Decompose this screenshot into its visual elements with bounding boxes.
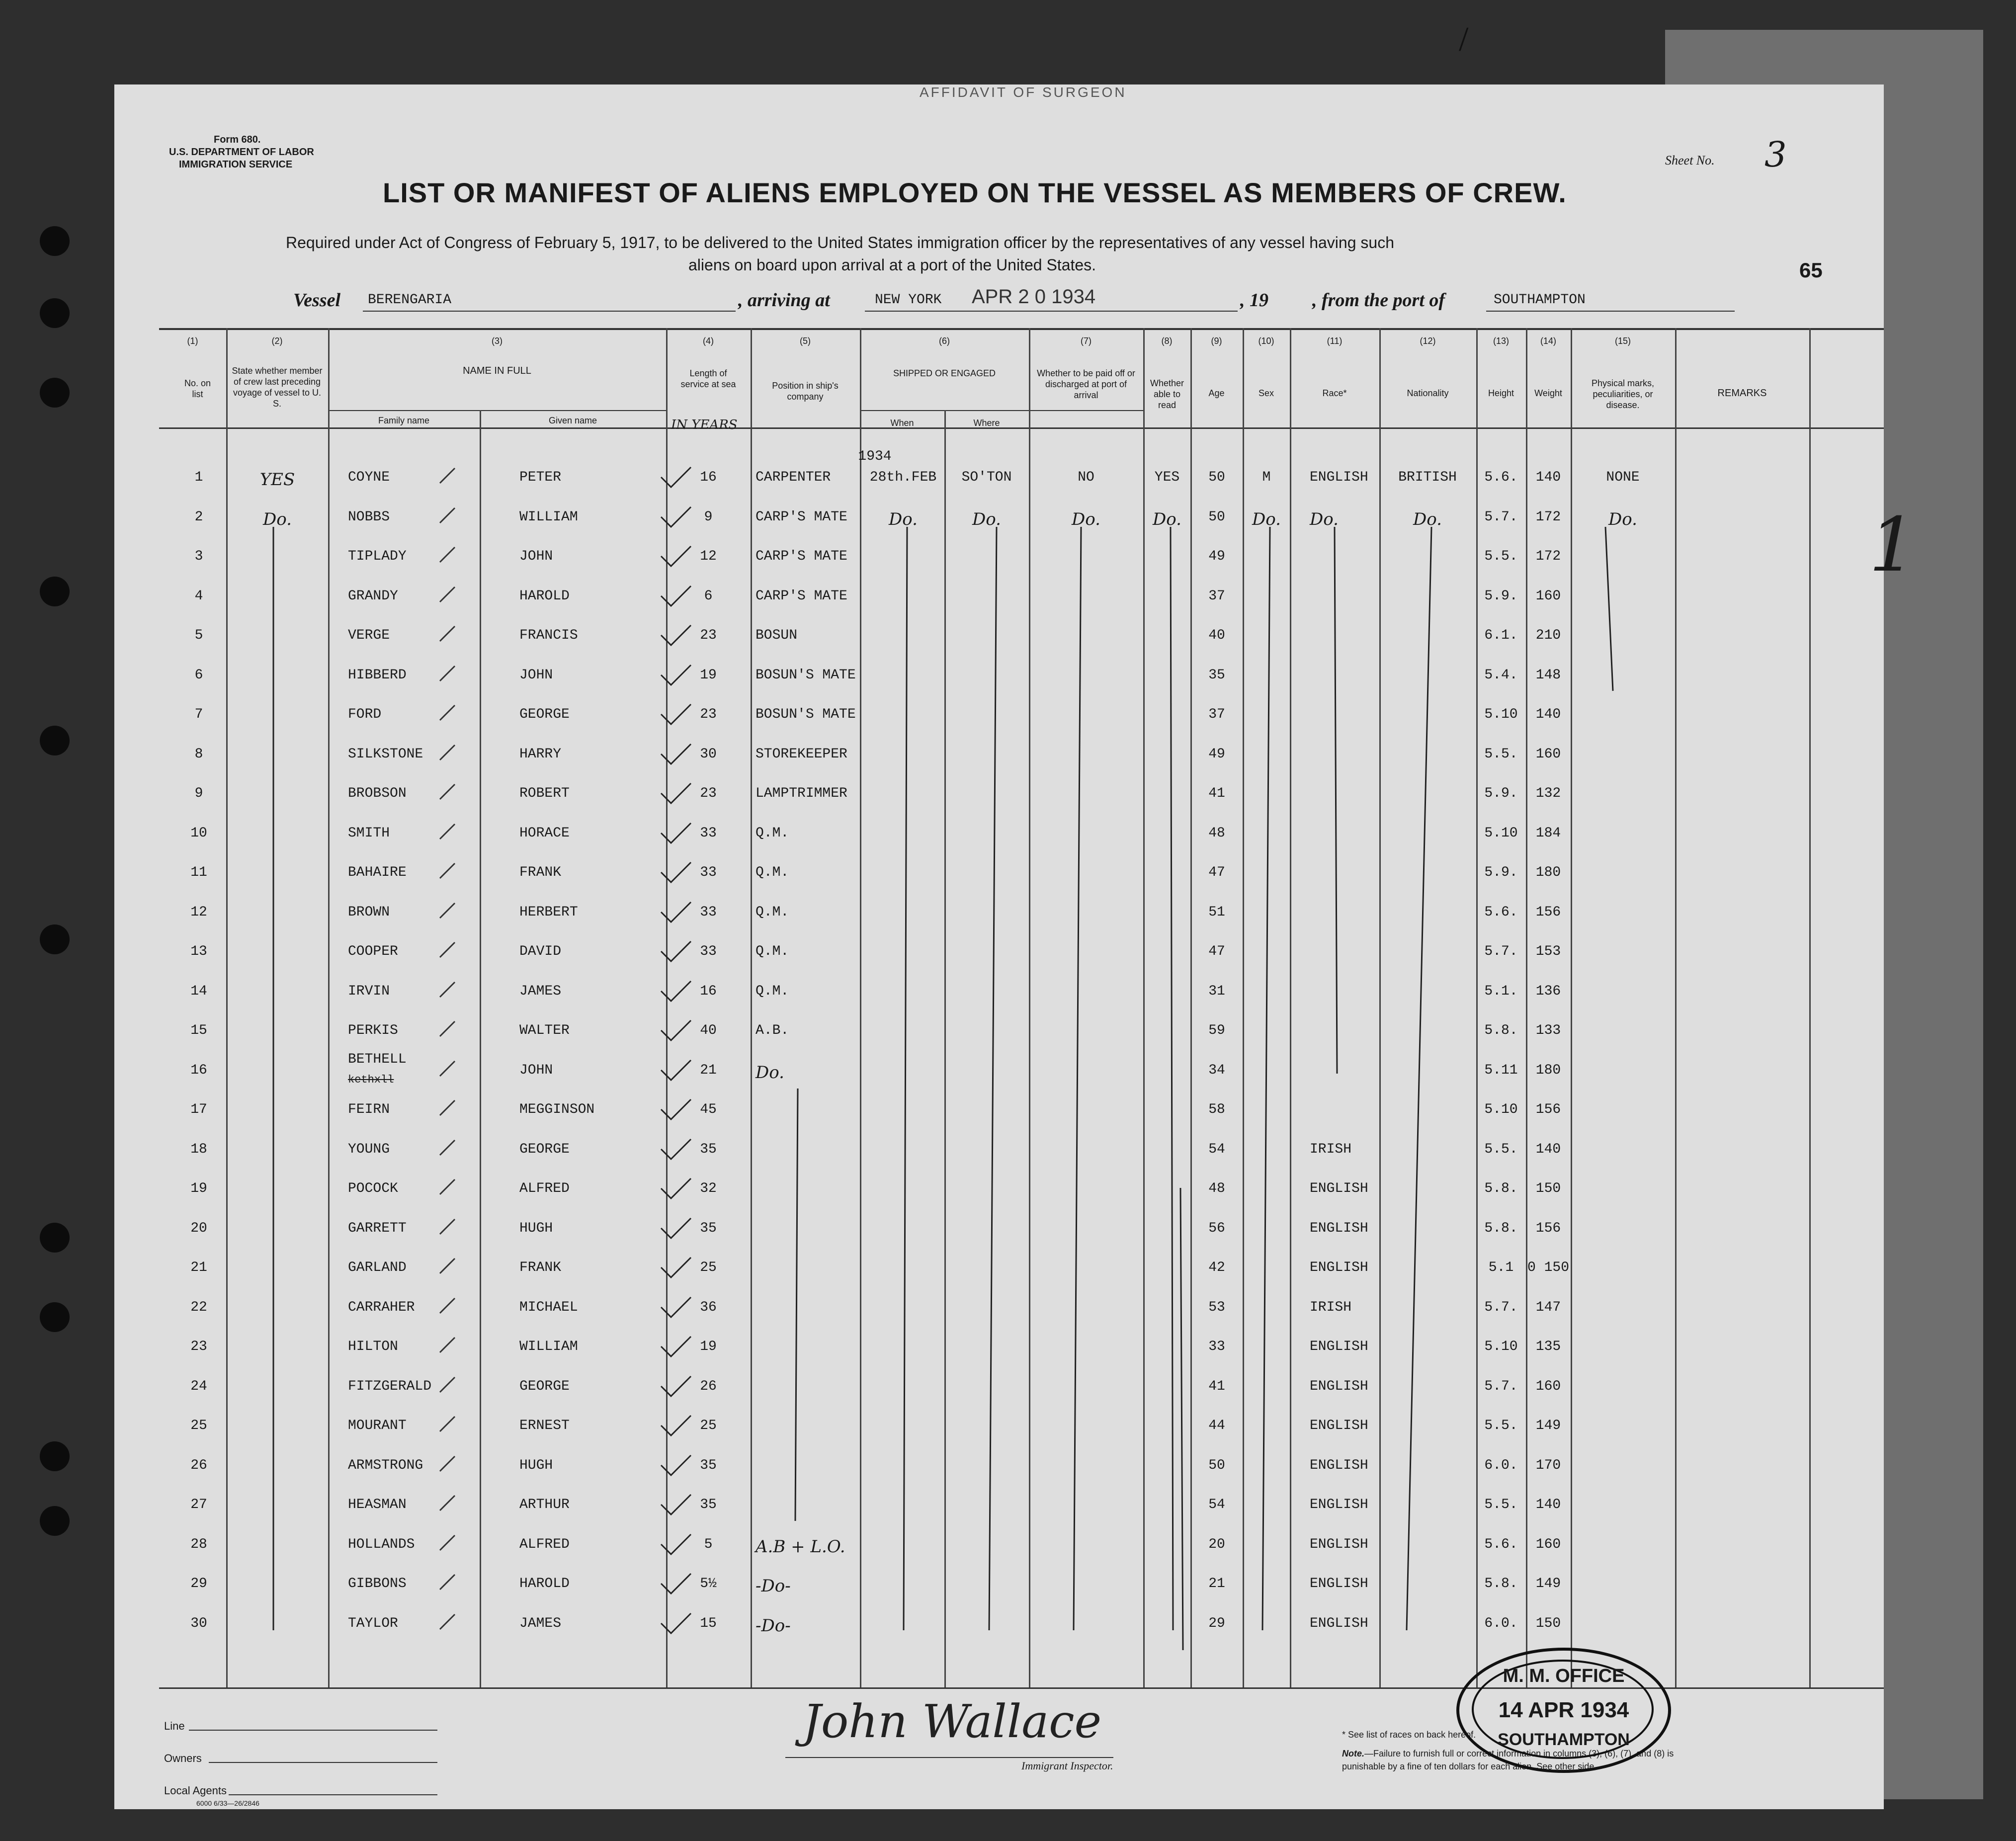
given-name: FRANK	[519, 865, 562, 880]
given-name: ERNEST	[519, 1418, 570, 1433]
given-name: GEORGE	[519, 707, 570, 722]
given-name: WALTER	[519, 1023, 570, 1038]
height: 5.6.	[1484, 904, 1518, 920]
able-to-read: Do.	[1153, 509, 1181, 529]
row-number: 10	[190, 825, 207, 841]
row-number: 1	[194, 470, 203, 485]
race: ENGLISH	[1310, 1220, 1368, 1236]
arriving-port: NEW YORK	[875, 292, 942, 308]
height: 5.8.	[1484, 1023, 1518, 1038]
height: 5.9.	[1484, 865, 1518, 880]
margin-mark: 1	[1869, 502, 1917, 588]
weight: 140	[1535, 1497, 1561, 1512]
age: 44	[1208, 1418, 1225, 1433]
sheet-number: 3	[1764, 134, 1787, 175]
service-years: 23	[700, 707, 717, 722]
height: 5.5.	[1484, 549, 1518, 564]
given-name: JAMES	[519, 1615, 562, 1631]
row-number: 14	[190, 983, 207, 999]
row-number: 25	[190, 1418, 207, 1433]
line-label: Line	[164, 1720, 185, 1732]
height: 5.9.	[1484, 786, 1518, 801]
race: ENGLISH	[1310, 1457, 1368, 1473]
given-name: ROBERT	[519, 786, 570, 801]
family-name: IRVIN	[348, 983, 390, 999]
family-name: BROBSON	[348, 786, 407, 801]
shipped-when: Do.	[889, 509, 918, 529]
inspector-label: Immigrant Inspector.	[1021, 1759, 1113, 1772]
row-number: 3	[194, 549, 203, 564]
service-years: 32	[700, 1181, 717, 1196]
race: ENGLISH	[1310, 1260, 1368, 1275]
age: 56	[1208, 1220, 1225, 1236]
position: -Do-	[756, 1615, 791, 1636]
row-number: 19	[190, 1181, 207, 1196]
height: 5.11	[1484, 1062, 1518, 1078]
age: 31	[1208, 983, 1225, 999]
age: 50	[1208, 509, 1225, 525]
family-name: GRANDY	[348, 588, 398, 604]
weight: 0 150	[1527, 1260, 1569, 1275]
position: Q.M.	[756, 944, 789, 959]
family-name: PERKIS	[348, 1023, 398, 1038]
row-number: 2	[194, 509, 203, 525]
top-right-mark: /	[1459, 20, 1469, 59]
race: ENGLISH	[1310, 1378, 1368, 1394]
service-years: 26	[700, 1378, 717, 1394]
weight: 160	[1535, 1378, 1561, 1394]
department: U.S. DEPARTMENT OF LABOR	[169, 147, 314, 158]
given-name: WILLIAM	[519, 1339, 578, 1354]
height: 5.8.	[1484, 1220, 1518, 1236]
race: ENGLISH	[1310, 1181, 1368, 1196]
age: 48	[1208, 1181, 1225, 1196]
sex: Do.	[1252, 509, 1281, 529]
height: 5.7.	[1484, 509, 1518, 525]
weight: 156	[1535, 904, 1561, 920]
service-years: 30	[700, 746, 717, 762]
given-name: JOHN	[519, 667, 553, 683]
shipped-where: SO'TON	[961, 470, 1012, 485]
arrival-date-stamp: APR 2 0 1934	[972, 286, 1096, 308]
from-label: , from the port of	[1312, 290, 1445, 311]
height: 5.7.	[1484, 944, 1518, 959]
given-name: HUGH	[519, 1457, 553, 1473]
given-name: HORACE	[519, 825, 570, 841]
race: ENGLISH	[1310, 1536, 1368, 1552]
service-years: 12	[700, 549, 717, 564]
stamp-date: 14 APR 1934	[1498, 1698, 1629, 1722]
service-years: 35	[700, 1220, 717, 1236]
age: 37	[1208, 707, 1225, 722]
age: 21	[1208, 1576, 1225, 1591]
age: 35	[1208, 667, 1225, 683]
height: 5.10	[1484, 1102, 1518, 1117]
weight: 136	[1535, 983, 1561, 999]
race: ENGLISH	[1310, 470, 1368, 485]
year-label: , 19	[1240, 290, 1268, 311]
race: ENGLISH	[1310, 1615, 1368, 1631]
family-name: GARRETT	[348, 1220, 407, 1236]
service-years: 35	[700, 1457, 717, 1473]
weight: 210	[1535, 628, 1561, 643]
note-text: —Failure to furnish full or correct information in columns (3), (6), (7), and (8) is punishable by a fine of ten dollars for each alien. See other side.	[1342, 1749, 1674, 1771]
position: BOSUN'S MATE	[756, 707, 856, 722]
given-name: DAVID	[519, 944, 562, 959]
nationality: BRITISH	[1398, 470, 1457, 485]
family-name: HIBBERD	[348, 667, 407, 683]
given-name: WILLIAM	[519, 509, 578, 525]
weight: 153	[1535, 944, 1561, 959]
age: 54	[1208, 1141, 1225, 1157]
height: 5.6.	[1484, 470, 1518, 485]
family-name: FEIRN	[348, 1102, 390, 1117]
print-code: 6000 6/33—26/2846	[196, 1799, 259, 1807]
height: 5.8.	[1484, 1576, 1518, 1591]
position: CARP'S MATE	[756, 509, 847, 525]
given-name: GEORGE	[519, 1378, 570, 1394]
service-years: 35	[700, 1497, 717, 1512]
height: 6.1.	[1484, 628, 1518, 643]
agents-label: Local Agents	[164, 1784, 227, 1797]
position: CARP'S MATE	[756, 549, 847, 564]
family-name: GIBBONS	[348, 1576, 407, 1591]
weight: 150	[1535, 1615, 1561, 1631]
row-number: 7	[194, 707, 203, 722]
row-number: 15	[190, 1023, 207, 1038]
row-number: 22	[190, 1299, 207, 1315]
family-name: POCOCK	[348, 1181, 398, 1196]
service-years: 15	[700, 1615, 717, 1631]
age: 33	[1208, 1339, 1225, 1354]
service-years: 25	[700, 1418, 717, 1433]
height: 5.10	[1484, 1339, 1518, 1354]
row-number: 20	[190, 1220, 207, 1236]
page-title: LIST OR MANIFEST OF ALIENS EMPLOYED ON THE VESSEL AS MEMBERS OF CREW.	[383, 177, 1567, 208]
weight: 140	[1535, 707, 1561, 722]
service-years: 21	[700, 1062, 717, 1078]
from-port: SOUTHAMPTON	[1494, 292, 1586, 308]
race-note: * See list of races on back hereof.	[1342, 1730, 1476, 1740]
family-name: VERGE	[348, 628, 390, 643]
family-name: HILTON	[348, 1339, 398, 1354]
manifest-page: AFFIDAVIT OF SURGEON Form 680. U.S. DEPARTMENT OF LABOR IMMIGRATION SERVICE LIST OR MANIFEST OF ALIENS EMPLOYED ON THE VESSEL AS MEMBERS OF CREW. Required under Act of Congress of February 5, 1917, to be delivered to the United States immigration officer by the representatives of any vessel having such aliens on board upon arrival at a port of the United States. Sheet No. 3 65 Vessel BERENGARIA , arriving at NEW YORK APR 2 0 1934 , 19 , from the port of SOUTHAMPTON (1) No. on list (2) State whether member of crew last preceding voyage of vessel to U. S. (3) NAME IN FULL Family name Given name (4) Length of service at sea IN YEARS (5) Position in ship's company (6) SHIPPED OR ENGAGED When Where (7) Whether to be paid off or discharged at port of arrival (8) Whether able to read (9) Age (10) Sex (11) Race* (12) Nationality (13) Height (14) Weight (15) Physical marks, peculiarities, or disease. REMARKS 1 YES COYNE PETER 16 CARPENTER 28th.FEB SO'TON NO YES 50 M ENGLISH BRITISH 5.6. 140 NONE 1934 2 Do. NOBBS WILLIAM 9 CARP'S MATE Do. Do. Do. Do. 50 Do. Do. Do. 5.7. 172 Do. 3 TIPLADY JOHN 12 CARP'S MATE 49 5.5. 172 4 GRANDY HAROLD 6 CARP'S MATE 37 5.9. 160 5 VERGE FRANCIS 23 BOSUN 40 6.1. 210 6 HIBBERD JOHN 19 BOSUN'S MATE 35 5.4. 148 7 FORD GEORGE 23 BOSUN'S MATE 37 5.10 140 8 SILKSTONE HARRY 30 STOREKEEPER 49 5.5. 160 9 BROBSON ROBERT 23 LAMPTRIMMER 41 5.9. 132 10 SMITH HORACE 33 Q.M. 48 5.10 184 11 BAHAIRE FRANK 33 Q.M. 47 5.9. 180 12 BROWN HERBERT 33 Q.M. 51 5.6. 156 13 COOPER DAVID 33 Q.M. 47 5.7. 153 14 IRVIN JAMES 16 Q.M. 31 5.1. 136 15 PERKIS WALTER 40 A.B. 59 5.8. 133 16 BETHELL JOHN 21 Do. 34 5.11 180 kethxll 17 FEIRN MEGGINSON 45 58 5.10 156 18 YOUNG GEORGE 35 54 IRISH 5.5. 140 19 POCOCK ALFRED 32 48 ENGLISH 5.8. 150 20 GARRETT HUGH 35 56 ENGLISH 5.8. 156 21 GARLAND FRANK 25 42 ENGLISH 5.1 0 150 22 CARRAHER MICHAEL 36 53 IRISH 5.7. 147 23 HILTON WILLIAM 19 33 ENGLISH 5.10 135 24 FITZGERALD GEORGE 26 41 ENGLISH 5.7. 160 25 MOURANT ERNEST 25 44 ENGLISH 5.5. 149 26 ARMSTRONG HUGH 35 50 ENGLISH 6.0. 170 27 HEASMAN ARTHUR 35 54 ENGLISH 5.5. 140 28 HOLLANDS ALFRED 5 A.B + L.O. 20 ENGLISH 5.6. 160 29 GIBBONS HAROLD 5½ -Do- 21 ENGLISH 5.8. 149 30 TAYLOR JAMES 15 -Do- 29 ENGLISH 6.0. 150 1 Line Owners Local Agents 6000 6/33—26/2846 John Wallace Immigrant Inspector. * See list of races on back hereof. Note.—Failure to furnish full or correct information in columns (3), (6), (7), and (8) is punishable by a fine of ten dollars for each alien. See other side. M. M. OFFICE 14 APR 1934 SOUTHAMPTON	[114, 84, 1884, 1809]
height: 5.7.	[1484, 1378, 1518, 1394]
age: 41	[1208, 1378, 1225, 1394]
family-name: GARLAND	[348, 1260, 407, 1275]
age: 59	[1208, 1023, 1225, 1038]
weight: 149	[1535, 1418, 1561, 1433]
race: IRISH	[1310, 1141, 1352, 1157]
age: 49	[1208, 549, 1225, 564]
family-name: SMITH	[348, 825, 390, 841]
age: 49	[1208, 746, 1225, 762]
age: 29	[1208, 1615, 1225, 1631]
given-name: MICHAEL	[519, 1299, 578, 1315]
row-number: 13	[190, 944, 207, 959]
row-number: 23	[190, 1339, 207, 1354]
age: 37	[1208, 588, 1225, 604]
row-number: 29	[190, 1576, 207, 1591]
age: 48	[1208, 825, 1225, 841]
paid-off: Do.	[1072, 509, 1100, 529]
row-number: 5	[194, 628, 203, 643]
position: BOSUN	[756, 628, 798, 643]
service-years: 19	[700, 1339, 717, 1354]
service-years: 16	[700, 983, 717, 999]
form-number: Form 680.	[214, 134, 261, 145]
weight: 148	[1535, 667, 1561, 683]
row-number: 12	[190, 904, 207, 920]
inspector-signature: John Wallace	[803, 1695, 1102, 1748]
member-of-crew: YES	[259, 470, 295, 490]
weight: 156	[1535, 1220, 1561, 1236]
row-number: 16	[190, 1062, 207, 1078]
height: 5.5.	[1484, 746, 1518, 762]
family-name: TIPLADY	[348, 549, 407, 564]
service-years: 6	[704, 588, 713, 604]
given-name: ALFRED	[519, 1536, 570, 1552]
race: Do.	[1310, 509, 1339, 529]
row-number: 17	[190, 1102, 207, 1117]
position: Q.M.	[756, 983, 789, 999]
age: 40	[1208, 628, 1225, 643]
weight: 160	[1535, 1536, 1561, 1552]
height: 5.5.	[1484, 1418, 1518, 1433]
position: CARPENTER	[756, 470, 831, 485]
race: ENGLISH	[1310, 1497, 1368, 1512]
weight: 149	[1535, 1576, 1561, 1591]
paid-off: NO	[1078, 470, 1094, 485]
family-name: COYNE	[348, 470, 390, 485]
able-to-read: YES	[1154, 470, 1180, 485]
row-number: 11	[190, 865, 207, 880]
row-number: 21	[190, 1260, 207, 1275]
given-name: JOHN	[519, 549, 553, 564]
weight: 147	[1535, 1299, 1561, 1315]
family-name: BAHAIRE	[348, 865, 407, 880]
age: 58	[1208, 1102, 1225, 1117]
row-number: 27	[190, 1497, 207, 1512]
row-number: 6	[194, 667, 203, 683]
row-number: 24	[190, 1378, 207, 1394]
family-name: HOLLANDS	[348, 1536, 415, 1552]
family-name: SILKSTONE	[348, 746, 423, 762]
weight: 135	[1535, 1339, 1561, 1354]
position: A.B + L.O.	[756, 1536, 845, 1557]
height: 5.1	[1488, 1260, 1514, 1275]
vessel-name: BERENGARIA	[368, 292, 452, 308]
vessel-label: Vessel	[293, 290, 340, 311]
family-name: YOUNG	[348, 1141, 390, 1157]
weight: 133	[1535, 1023, 1561, 1038]
given-name: HAROLD	[519, 1576, 570, 1591]
service-years: 19	[700, 667, 717, 683]
given-name: FRANCIS	[519, 628, 578, 643]
height: 5.1.	[1484, 983, 1518, 999]
position: LAMPTRIMMER	[756, 786, 847, 801]
weight: 140	[1535, 470, 1561, 485]
age: 50	[1208, 470, 1225, 485]
shipped-year: 1934	[858, 449, 892, 464]
subtitle-line-1: Required under Act of Congress of February 5, 1917, to be delivered to the United States immigration officer by the representatives of any vessel having such	[286, 234, 1394, 251]
height: 5.5.	[1484, 1141, 1518, 1157]
nationality: Do.	[1413, 509, 1442, 529]
service-years: 33	[700, 865, 717, 880]
position: Do.	[756, 1062, 784, 1083]
position: BOSUN'S MATE	[756, 667, 856, 683]
weight: 160	[1535, 588, 1561, 604]
row-number: 4	[194, 588, 203, 604]
service-years: 16	[700, 470, 717, 485]
given-name: ARTHUR	[519, 1497, 570, 1512]
age: 54	[1208, 1497, 1225, 1512]
weight: 150	[1535, 1181, 1561, 1196]
race: ENGLISH	[1310, 1339, 1368, 1354]
service-years: 33	[700, 904, 717, 920]
given-name: ALFRED	[519, 1181, 570, 1196]
given-name: PETER	[519, 470, 562, 485]
given-name: HAROLD	[519, 588, 570, 604]
ditto-strokes	[114, 84, 1884, 1809]
height: 5.9.	[1484, 588, 1518, 604]
shipped-when: 28th.FEB	[869, 470, 937, 485]
given-name: FRANK	[519, 1260, 562, 1275]
weight: 160	[1535, 746, 1561, 762]
family-name: CARRAHER	[348, 1299, 415, 1315]
height: 5.7.	[1484, 1299, 1518, 1315]
stamp-bottom: SOUTHAMPTON	[1498, 1730, 1630, 1749]
age: 47	[1208, 944, 1225, 959]
row-number: 28	[190, 1536, 207, 1552]
given-name: HUGH	[519, 1220, 553, 1236]
position: A.B.	[756, 1023, 789, 1038]
age: 50	[1208, 1457, 1225, 1473]
height: 5.10	[1484, 825, 1518, 841]
family-name: FORD	[348, 707, 382, 722]
race: ENGLISH	[1310, 1576, 1368, 1591]
given-name: HERBERT	[519, 904, 578, 920]
height: 5.10	[1484, 707, 1518, 722]
service-years: 33	[700, 825, 717, 841]
service-years: 9	[704, 509, 713, 525]
faded-heading: AFFIDAVIT OF SURGEON	[920, 84, 1127, 100]
age: 20	[1208, 1536, 1225, 1552]
service-years: 25	[700, 1260, 717, 1275]
family-name: BROWN	[348, 904, 390, 920]
row-number: 18	[190, 1141, 207, 1157]
weight: 172	[1535, 549, 1561, 564]
row-number: 8	[194, 746, 203, 762]
family-name: MOURANT	[348, 1418, 407, 1433]
age: 47	[1208, 865, 1225, 880]
height: 6.0.	[1484, 1457, 1518, 1473]
given-name: JOHN	[519, 1062, 553, 1078]
race: IRISH	[1310, 1299, 1352, 1315]
sheet-label: Sheet No.	[1665, 153, 1715, 167]
family-name: BETHELL	[348, 1051, 407, 1067]
weight: 184	[1535, 825, 1561, 841]
note-label: Note.	[1342, 1749, 1364, 1758]
position: Q.M.	[756, 825, 789, 841]
row-number: 26	[190, 1457, 207, 1473]
family-name-struck: kethxll	[348, 1073, 394, 1086]
family-name: COOPER	[348, 944, 398, 959]
owners-label: Owners	[164, 1752, 202, 1764]
physical-marks: NONE	[1606, 470, 1640, 485]
service-years: 33	[700, 944, 717, 959]
weight: 156	[1535, 1102, 1561, 1117]
family-name: ARMSTRONG	[348, 1457, 423, 1473]
position: STOREKEEPER	[756, 746, 847, 762]
family-name: HEASMAN	[348, 1497, 407, 1512]
family-name: FITZGERALD	[348, 1378, 432, 1394]
shipped-where: Do.	[972, 509, 1001, 529]
service-years: 5½	[700, 1576, 717, 1591]
physical-marks: Do.	[1608, 509, 1637, 529]
service: IMMIGRATION SERVICE	[179, 159, 293, 170]
service-years: 23	[700, 786, 717, 801]
age: 53	[1208, 1299, 1225, 1315]
age: 34	[1208, 1062, 1225, 1078]
height: 5.8.	[1484, 1181, 1518, 1196]
height: 5.4.	[1484, 667, 1518, 683]
position: -Do-	[756, 1576, 791, 1596]
page-number: 65	[1799, 258, 1823, 282]
row-number: 30	[190, 1615, 207, 1631]
subtitle-line-2: aliens on board upon arrival at a port of the United States.	[688, 256, 1096, 274]
service-years: 40	[700, 1023, 717, 1038]
sex: M	[1262, 470, 1271, 485]
age: 42	[1208, 1260, 1225, 1275]
given-name: JAMES	[519, 983, 562, 999]
row-number: 9	[194, 786, 203, 801]
arriving-label: , arriving at	[738, 290, 830, 311]
member-of-crew: Do.	[263, 509, 292, 529]
race: ENGLISH	[1310, 1418, 1368, 1433]
weight: 180	[1535, 1062, 1561, 1078]
given-name: GEORGE	[519, 1141, 570, 1157]
given-name: MEGGINSON	[519, 1102, 595, 1117]
weight: 132	[1535, 786, 1561, 801]
service-years: 35	[700, 1141, 717, 1157]
stamp-top: M. M. OFFICE	[1503, 1666, 1625, 1686]
position: CARP'S MATE	[756, 588, 847, 604]
position: Q.M.	[756, 904, 789, 920]
office-stamp	[1456, 1648, 1671, 1773]
service-years: 45	[700, 1102, 717, 1117]
height: 5.6.	[1484, 1536, 1518, 1552]
weight: 170	[1535, 1457, 1561, 1473]
weight: 180	[1535, 865, 1561, 880]
age: 51	[1208, 904, 1225, 920]
age: 41	[1208, 786, 1225, 801]
service-years: 5	[704, 1536, 713, 1552]
service-years: 23	[700, 628, 717, 643]
weight: 172	[1535, 509, 1561, 525]
service-years: 36	[700, 1299, 717, 1315]
given-name: HARRY	[519, 746, 562, 762]
family-name: NOBBS	[348, 509, 390, 525]
height: 5.5.	[1484, 1497, 1518, 1512]
weight: 140	[1535, 1141, 1561, 1157]
family-name: TAYLOR	[348, 1615, 398, 1631]
height: 6.0.	[1484, 1615, 1518, 1631]
position: Q.M.	[756, 865, 789, 880]
